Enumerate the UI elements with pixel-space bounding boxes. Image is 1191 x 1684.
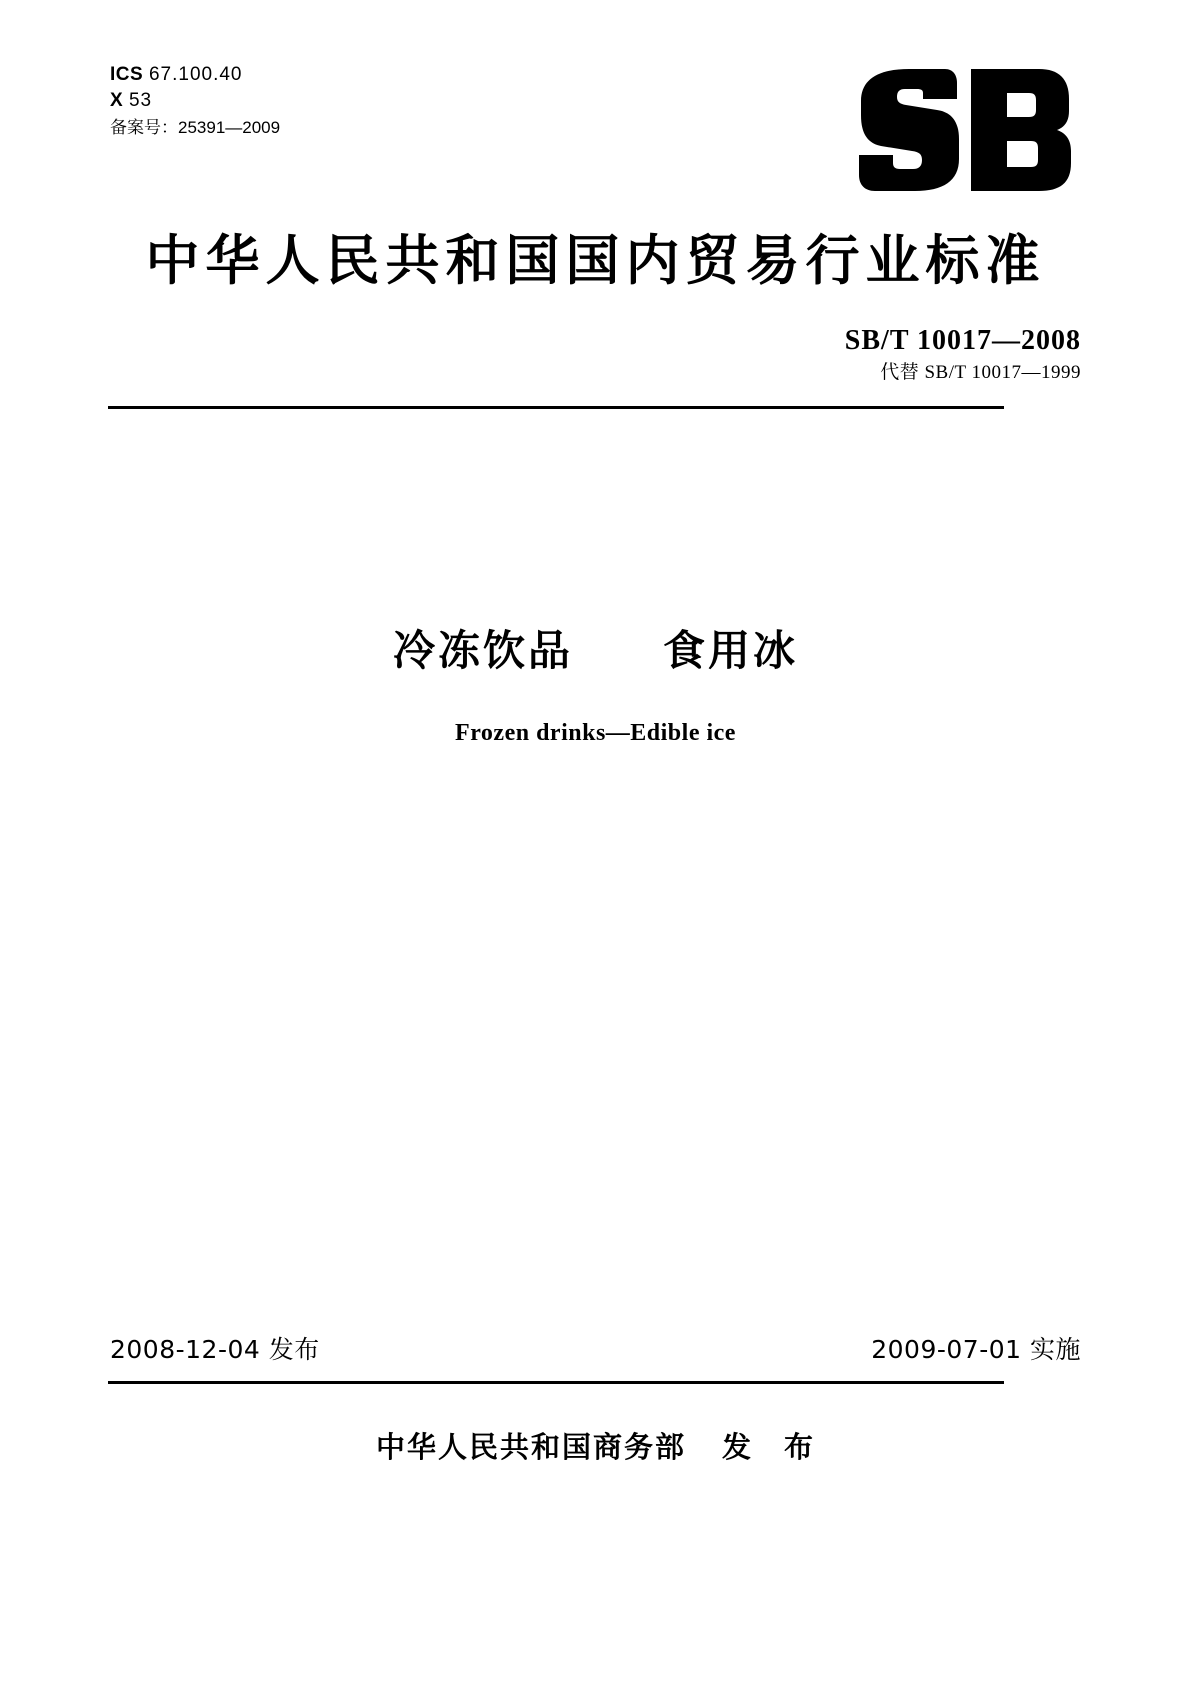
divider-bottom [108, 1381, 1004, 1384]
standard-number: SB/T 10017—2008 [844, 325, 1081, 356]
ics-value: 67.100.40 [148, 64, 243, 85]
document-title-cn: 冷冻饮品 食用冰 [392, 626, 798, 675]
classification-line [110, 88, 280, 114]
implementation-date: 2009-07-01 实施 [871, 1335, 1081, 1364]
classification-label: X [110, 90, 124, 111]
issue-date: 2008-12-04 发布 [110, 1335, 320, 1364]
header-metadata [110, 62, 280, 141]
record-number: 备案号：25391—2009 [110, 118, 281, 137]
divider-top [108, 406, 1004, 409]
document-title-en: Frozen drinks—Edible ice [455, 720, 736, 746]
organization-title: 中华人民共和国国内贸易行业标准 [145, 229, 1046, 292]
standard-replaces: 代替 SB/T 10017—1999 [880, 362, 1081, 383]
publisher-action: 发 布 [722, 1430, 816, 1464]
classification-value: 53 [128, 90, 153, 111]
sb-logo [853, 65, 1083, 195]
publisher-name: 中华人民共和国商务部 [375, 1430, 686, 1464]
ics-label: ICS [110, 64, 144, 85]
publisher-line [0, 1425, 1191, 1466]
ics-line [110, 62, 280, 88]
